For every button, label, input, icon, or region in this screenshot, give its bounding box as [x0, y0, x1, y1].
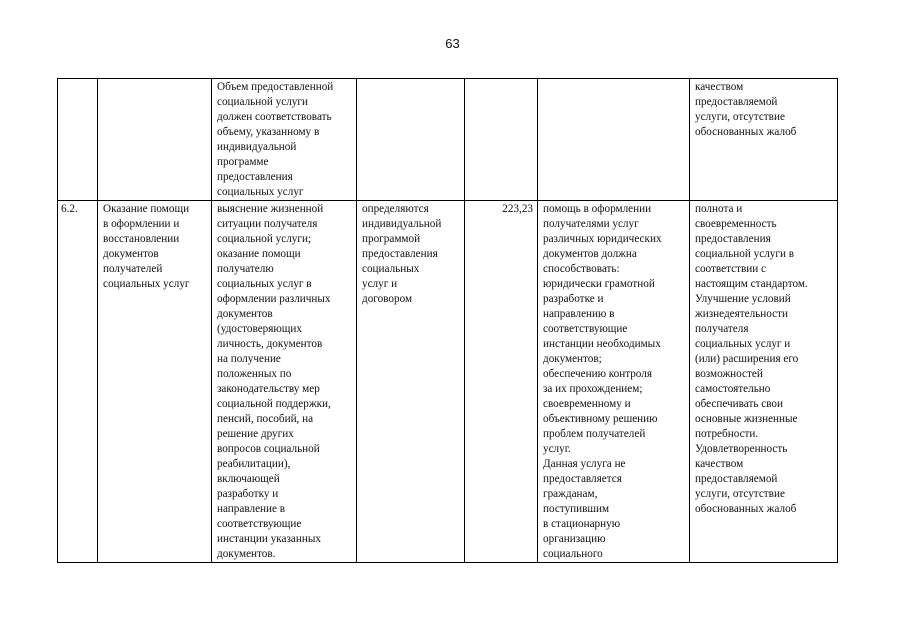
- cell-line: услуги, отсутствие: [695, 111, 785, 123]
- cell-line: решение других: [217, 428, 294, 440]
- cell-terms: [357, 79, 465, 201]
- table-body: [58, 79, 838, 563]
- cell-line: разработке и: [543, 293, 604, 305]
- cell-line: социальной услуги;: [217, 233, 312, 245]
- cell-line: потребности.: [695, 428, 759, 440]
- cell-line: личность, документов: [217, 338, 323, 350]
- cell-line: возможностей: [695, 368, 763, 380]
- cell-line: услуг.: [543, 443, 571, 455]
- cell-line: программой: [362, 233, 421, 245]
- cell-line: социальной поддержки,: [217, 398, 331, 410]
- cell-line: своевременному и: [543, 398, 631, 410]
- cell-quality: [690, 201, 838, 563]
- cell-line: включающей: [217, 473, 280, 485]
- cell-line: программе: [217, 156, 269, 168]
- cell-line: выяснение жизненной: [217, 203, 324, 215]
- cell-line: разработку и: [217, 488, 279, 500]
- cell-quality: [690, 79, 838, 201]
- cell-line: документов: [103, 248, 159, 260]
- cell-conditions: [538, 201, 690, 563]
- cell-line: основные жизненные: [695, 413, 798, 425]
- cell-line: жизнедеятельности: [695, 308, 788, 320]
- cell-line: вопросов социальной: [217, 443, 320, 455]
- cell-line: социального: [543, 548, 603, 560]
- cell-line: Улучшение условий: [695, 293, 791, 305]
- cell-line: реабилитации),: [217, 458, 291, 470]
- cell-content: [212, 201, 357, 563]
- cell-line: соответствии с: [695, 263, 766, 275]
- cell-line: услуги, отсутствие: [695, 488, 785, 500]
- cell-line: получателю: [217, 263, 274, 275]
- cell-line: оказание помощи: [217, 248, 301, 260]
- cell-line: соответствующие: [543, 323, 628, 335]
- cell-line: направлению в: [543, 308, 615, 320]
- cell-line: предоставления: [217, 171, 293, 183]
- cell-line: обеспечению контроля: [543, 368, 652, 380]
- cell-line: законодательству мер: [217, 383, 320, 395]
- cell-line: самостоятельно: [695, 383, 771, 395]
- cell-line: в оформлении и: [103, 218, 180, 230]
- cell-line: документов;: [543, 353, 602, 365]
- cell-rate: [465, 201, 538, 563]
- cell-line: Удовлетворенность: [695, 443, 788, 455]
- cell-line: поступившим: [543, 503, 610, 515]
- cell-line: обоснованных жалоб: [695, 126, 797, 138]
- cell-line: за их прохождением;: [543, 383, 643, 395]
- cell-service: [98, 201, 212, 563]
- table-row: [58, 79, 838, 201]
- cell-terms: [357, 201, 465, 563]
- cell-line: полнота и: [695, 203, 743, 215]
- cell-line: различных юридических: [543, 233, 662, 245]
- cell-line: своевременность: [695, 218, 777, 230]
- cell-line: на получение: [217, 353, 281, 365]
- cell-line: социальных услуг: [103, 278, 190, 290]
- cell-conditions: [538, 79, 690, 201]
- cell-text: 223,23: [502, 203, 533, 215]
- cell-line: Данная услуга не: [543, 458, 626, 470]
- cell-line: индивидуальной: [362, 218, 442, 230]
- cell-line: инстанции необходимых: [543, 338, 661, 350]
- cell-line: документов должна: [543, 248, 637, 260]
- cell-service: [98, 79, 212, 201]
- cell-line: предоставления: [362, 248, 438, 260]
- cell-line: проблем получателей: [543, 428, 646, 440]
- cell-line: предоставляемой: [695, 473, 778, 485]
- cell-content: [212, 79, 357, 201]
- cell-line: ситуации получателя: [217, 218, 318, 230]
- cell-line: получателей: [103, 263, 163, 275]
- cell-line: обеспечивать свои: [695, 398, 783, 410]
- cell-index: [58, 201, 98, 563]
- cell-line: объему, указанному в: [217, 126, 320, 138]
- cell-line: гражданам,: [543, 488, 598, 500]
- cell-line: оформлении различных: [217, 293, 331, 305]
- cell-rate: [465, 79, 538, 201]
- cell-line: в стационарную: [543, 518, 621, 530]
- cell-line: социальных услуг и: [695, 338, 791, 350]
- cell-line: социальной услуги: [217, 96, 308, 108]
- cell-line: инстанции указанных: [217, 533, 321, 545]
- cell-line: договором: [362, 293, 413, 305]
- cell-line: документов.: [217, 548, 276, 560]
- cell-line: восстановлении: [103, 233, 180, 245]
- cell-line: пенсий, пособий, на: [217, 413, 314, 425]
- table-row: [58, 201, 838, 563]
- cell-line: социальных: [362, 263, 420, 275]
- cell-line: организацию: [543, 533, 606, 545]
- page-number: 63: [445, 36, 460, 51]
- cell-line: объективному решению: [543, 413, 658, 425]
- cell-line: социальной услуги в: [695, 248, 795, 260]
- cell-line: (или) расширения его: [695, 353, 799, 365]
- cell-line: соответствующие: [217, 518, 302, 530]
- cell-line: (удостоверяющих: [217, 323, 302, 335]
- cell-line: качеством: [695, 458, 744, 470]
- cell-line: получателями услуг: [543, 218, 639, 230]
- cell-text: 6.2.: [61, 203, 78, 215]
- cell-line: Оказание помощи: [103, 203, 190, 215]
- cell-line: положенных по: [217, 368, 292, 380]
- cell-line: социальных услуг: [217, 186, 304, 198]
- cell-line: настоящим стандартом.: [695, 278, 808, 290]
- cell-line: определяются: [362, 203, 429, 215]
- cell-line: предоставляемой: [695, 96, 778, 108]
- cell-line: обоснованных жалоб: [695, 503, 797, 515]
- cell-line: получателя: [695, 323, 749, 335]
- cell-line: документов: [217, 308, 273, 320]
- cell-line: социальных услуг в: [217, 278, 312, 290]
- cell-index: [58, 79, 98, 201]
- cell-line: способствовать:: [543, 263, 620, 275]
- cell-line: помощь в оформлении: [543, 203, 652, 215]
- cell-line: Объем предоставленной: [217, 81, 334, 93]
- cell-line: предоставления: [695, 233, 771, 245]
- cell-line: предоставляется: [543, 473, 622, 485]
- cell-line: должен соответствовать: [217, 111, 332, 123]
- cell-line: услуг и: [362, 278, 398, 290]
- cell-line: качеством: [695, 81, 744, 93]
- services-table: [57, 78, 838, 563]
- cell-line: юридически грамотной: [543, 278, 655, 290]
- cell-line: индивидуальной: [217, 141, 297, 153]
- cell-line: направление в: [217, 503, 286, 515]
